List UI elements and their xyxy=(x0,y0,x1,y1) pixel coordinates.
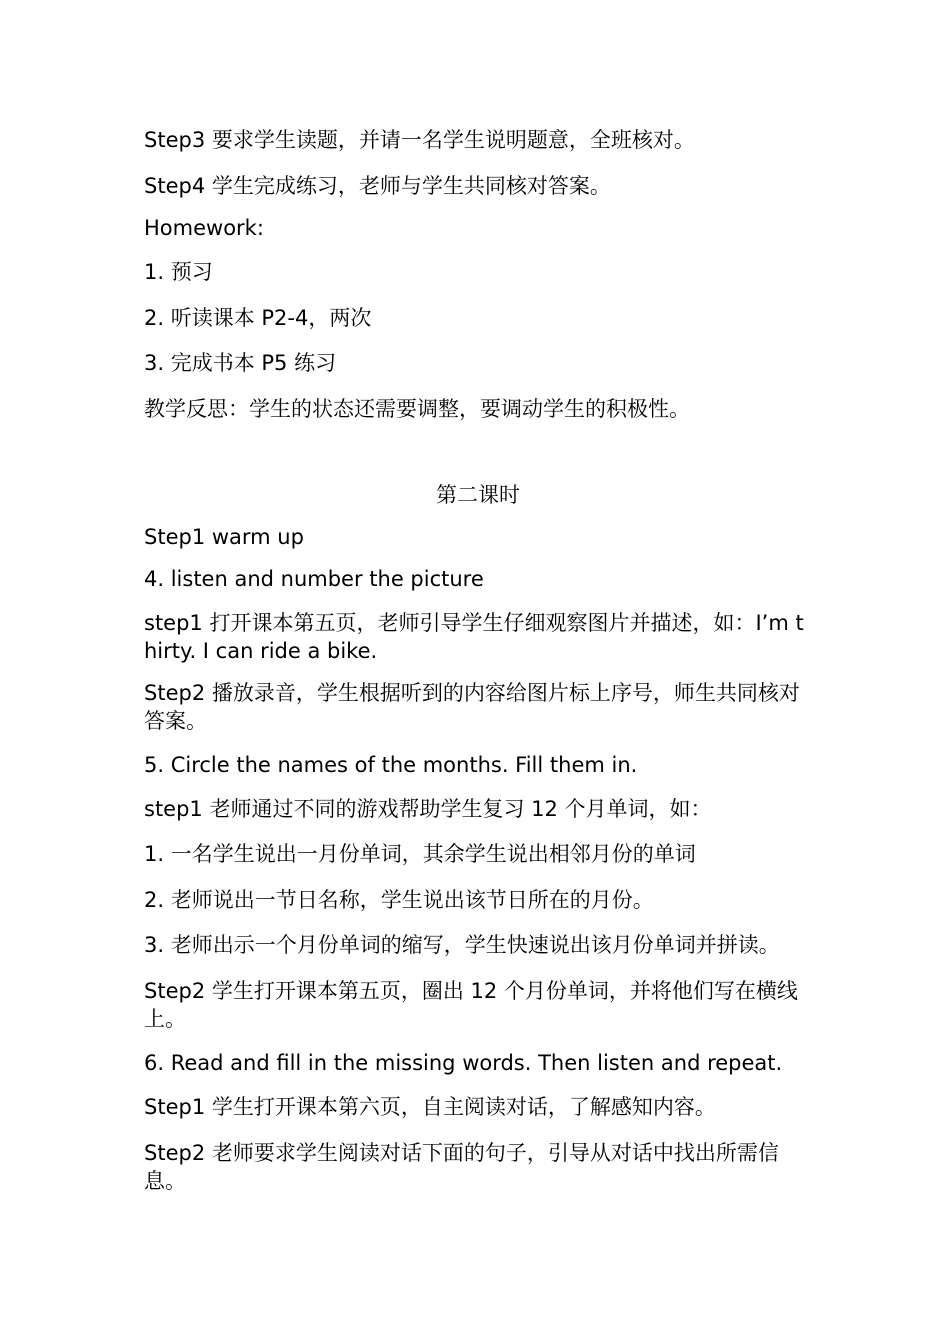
exercise-6-step2: Step2 老师要求学生阅读对话下面的句子，引导从对话中找出所需信息。 xyxy=(144,1141,779,1193)
paragraph-warm-up: Step1 warm up xyxy=(144,525,304,549)
section-title-lesson-2: 第二课时 xyxy=(436,483,520,507)
homework-item-2: 2. 听读课本 P2-4，两次 xyxy=(144,306,372,330)
homework-item-1: 1. 预习 xyxy=(144,260,213,284)
exercise-5-step2: Step2 学生打开课本第五页，圈出 12 个月份单词，并将他们写在横线上。 xyxy=(144,979,798,1031)
exercise-4-heading: 4. listen and number the picture xyxy=(144,567,484,591)
exercise-4-step2: Step2 播放录音，学生根据听到的内容给图片标上序号，师生共同核对答案。 xyxy=(144,681,800,733)
exercise-5-heading: 5. Circle the names of the months. Fill them in. xyxy=(144,753,638,777)
paragraph-step3: Step3 要求学生读题，并请一名学生说明题意，全班核对。 xyxy=(144,128,695,152)
teaching-reflection: 教学反思：学生的状态还需要调整，要调动学生的积极性。 xyxy=(144,397,690,421)
exercise-4-step1: step1 打开课本第五页，老师引导学生仔细观察图片并描述，如：I’m thirty. I can ride a bike. xyxy=(144,611,804,663)
paragraph-step4: Step4 学生完成练习，老师与学生共同核对答案。 xyxy=(144,174,611,198)
document-page xyxy=(144,0,812,1344)
game-item-2: 2. 老师说出一节日名称，学生说出该节日所在的月份。 xyxy=(144,888,654,912)
game-item-3: 3. 老师出示一个月份单词的缩写，学生快速说出该月份单词并拼读。 xyxy=(144,933,780,957)
homework-item-3: 3. 完成书本 P5 练习 xyxy=(144,351,337,375)
exercise-6-heading: 6. Read and fill in the missing words. Then listen and repeat. xyxy=(144,1051,783,1075)
homework-heading: Homework: xyxy=(144,216,264,240)
game-item-1: 1. 一名学生说出一月份单词，其余学生说出相邻月份的单词 xyxy=(144,842,696,866)
exercise-6-step1: Step1 学生打开课本第六页，自主阅读对话，了解感知内容。 xyxy=(144,1095,716,1119)
exercise-5-step1: step1 老师通过不同的游戏帮助学生复习 12 个月单词，如： xyxy=(144,797,712,821)
